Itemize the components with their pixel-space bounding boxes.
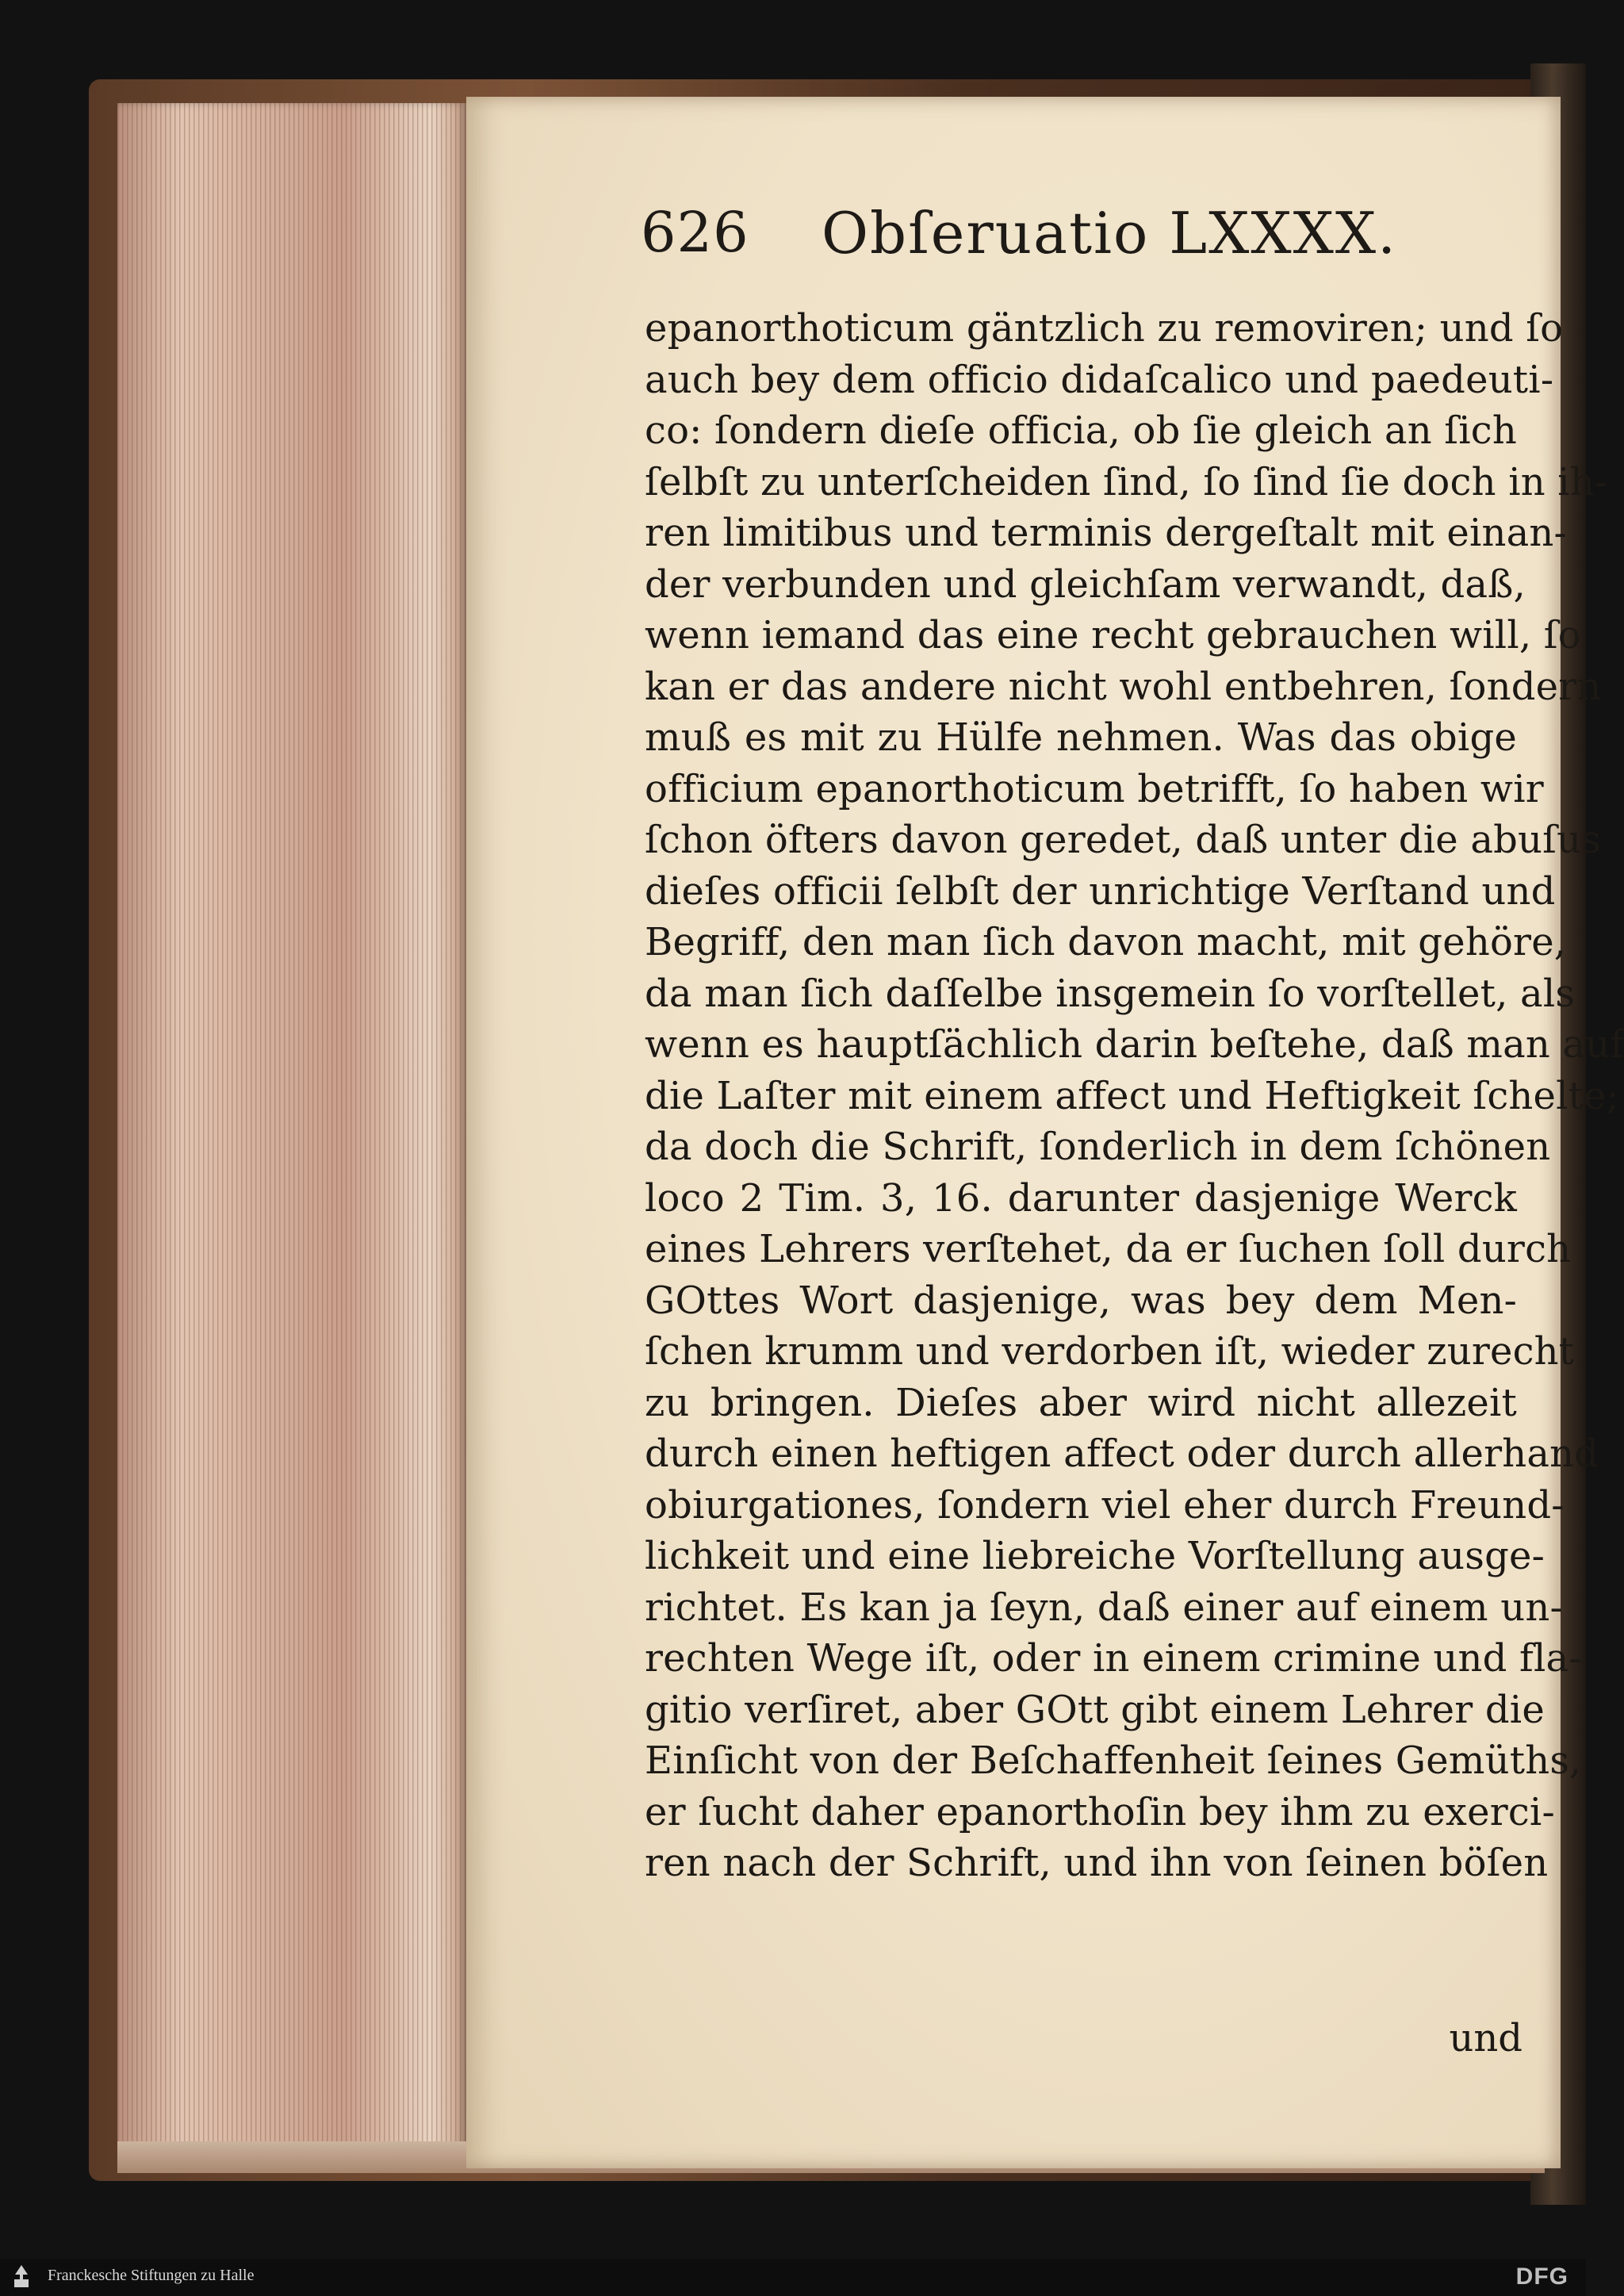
text-line: lichkeit und eine liebreiche Vorſtellung ausge-: [645, 1534, 1545, 1578]
text-line: da doch die Schrift, ſonderlich in dem ſchönen: [645, 1125, 1551, 1169]
text-line: wenn iemand das eine recht gebrauchen will, ſo: [645, 613, 1581, 657]
text-line: officium epanorthoticum betrifft, ſo haben wir: [645, 766, 1544, 811]
text-line: zu bringen. Dieſes aber wird nicht allezeit: [645, 1380, 1517, 1425]
text-line: die Laſter mit einem affect und Heftigkeit ſchelte;: [645, 1073, 1620, 1118]
text-line: Einſicht von der Beſchaffenheit ſeines Gemüths,: [645, 1738, 1582, 1783]
text-line: rechten Wege iſt, oder in einem crimine und fla-: [645, 1636, 1582, 1681]
text-line: epanorthoticum gäntzlich zu removiren; und ſo: [645, 306, 1564, 351]
text-line: durch einen heftigen affect oder durch allerhand: [645, 1432, 1599, 1476]
text-line: dieſes officii ſelbſt der unrichtige Verſtand und: [645, 868, 1556, 914]
text-line: auch bey dem officio didaſcalico und paedeuti-: [645, 357, 1554, 402]
text-line: ſelbſt zu unterſcheiden ſind, ſo ſind ſie doch in ih-: [645, 459, 1608, 504]
text-line: er ſucht daher epanorthoſin bey ihm zu exerci-: [645, 1789, 1555, 1834]
book-page: [466, 97, 1624, 2168]
text-line: GOttes Wort dasjenige, was bey dem Men-: [645, 1278, 1517, 1323]
text-line: ſchen krumm und verdorben iſt, wieder zurecht: [645, 1329, 1575, 1374]
text-line: Begriff, den man ſich davon macht, mit gehöre,: [645, 920, 1567, 964]
text-line: ren nach der Schrift, und ihn von ſeinen böſen: [645, 1841, 1549, 1885]
text-line: wenn es hauptſächlich darin beſtehe, daß man auf: [645, 1022, 1624, 1067]
text-line: muß es mit zu Hülfe nehmen. Was das obige: [645, 715, 1517, 760]
text-line: ſchon öfters davon geredet, daß unter die abuſus: [645, 818, 1602, 862]
text-line: obiurgationes, ſondern viel eher durch Freund-: [645, 1482, 1565, 1527]
institution-logo-icon: [13, 2263, 30, 2289]
text-line: richtet. Es kan ja ſeyn, daß einer auf einem un-: [645, 1585, 1563, 1630]
footer-bar: [0, 2259, 1586, 2296]
catchword: und: [1449, 2016, 1522, 2060]
dfg-logo: DFG: [1515, 2263, 1568, 2290]
observation-title: Obſeruatio LXXXX.: [822, 200, 1398, 266]
text-line: gitio verſiret, aber GOtt gibt einem Lehrer die: [645, 1687, 1545, 1732]
body-text: [645, 303, 1624, 1889]
text-line: kan er das andere nicht wohl entbehren, ſondern: [645, 664, 1602, 709]
page-edges-stack: [117, 103, 466, 2165]
institution-name: Franckesche Stiftungen zu Halle: [48, 2267, 255, 2284]
text-line: loco 2 Tim. 3, 16. darunter dasjenige Werck: [645, 1175, 1517, 1221]
text-line: ren limitibus und terminis dergeſtalt mit einan-: [645, 511, 1567, 555]
text-line: der verbunden und gleichſam verwandt, daß,: [645, 562, 1526, 607]
text-line: co: ſondern dieſe officia, ob ſie gleich an ſich: [645, 408, 1517, 453]
running-head: [641, 200, 1434, 279]
text-line: da man ſich daſſelbe insgemein ſo vorſtellet, als: [645, 971, 1576, 1016]
text-line: eines Lehrers verſtehet, da er ſuchen ſoll durch: [645, 1227, 1572, 1271]
page-number: 626: [641, 200, 749, 265]
